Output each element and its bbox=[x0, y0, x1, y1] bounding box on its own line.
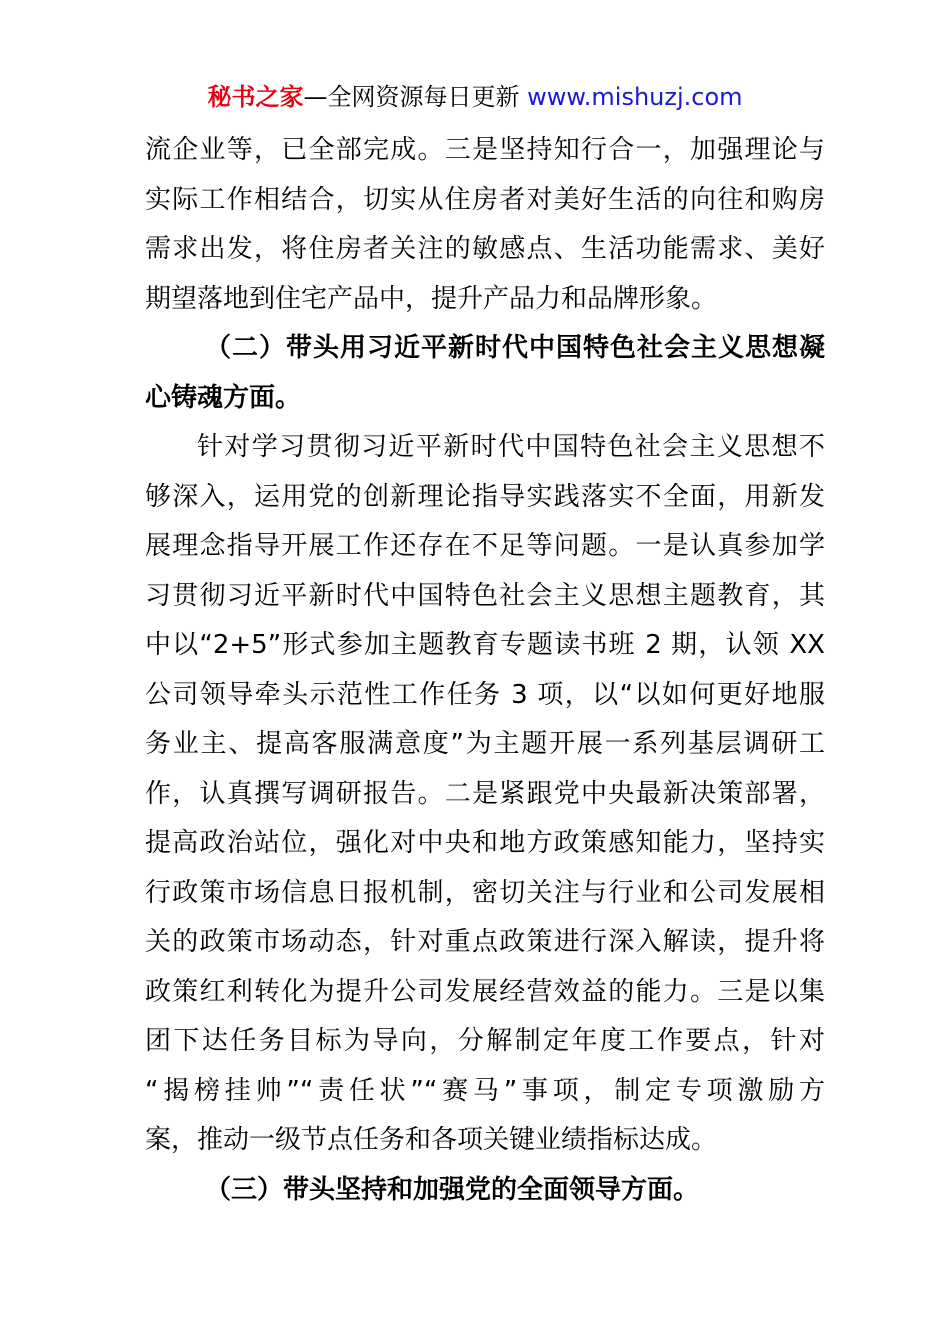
body-line: 团下达任务目标为导向，分解制定年度工作要点，针对 bbox=[145, 1026, 825, 1056]
body-line: 流企业等，已全部完成。三是坚持知行合一，加强理论与 bbox=[145, 135, 825, 165]
body-line: 提高政治站位，强化对中央和地方政策感知能力，坚持实 bbox=[145, 828, 825, 858]
body-line: 中以“2+5”形式参加主题教育专题读书班 2 期，认领 XX bbox=[145, 630, 825, 660]
page-header bbox=[0, 80, 950, 114]
body-line: 公司领导牵头示范性工作任务 3 项，以“以如何更好地服 bbox=[145, 679, 825, 710]
body-line: 关的政策市场动态，针对重点政策进行深入解读，提升将 bbox=[145, 927, 825, 957]
body-line: 期望落地到住宅产品中，提升产品力和品牌形象。 bbox=[145, 283, 718, 314]
section-heading: （二）带头用习近平新时代中国特色社会主义思想凝 bbox=[205, 333, 825, 363]
body-line: 实际工作相结合，切实从住房者对美好生活的向往和购房 bbox=[145, 184, 825, 215]
body-line: 案，推动一级节点任务和各项关键业绩指标达成。 bbox=[145, 1125, 718, 1155]
body-line: 政策红利转化为提升公司发展经营效益的能力。三是以集 bbox=[145, 976, 825, 1007]
body-line: 习贯彻习近平新时代中国特色社会主义思想主题教育，其 bbox=[145, 580, 825, 611]
body-line: 务业主、提高客服满意度”为主题开展一系列基层调研工 bbox=[145, 729, 825, 759]
body-line: 需求出发，将住房者关注的敏感点、生活功能需求、美好 bbox=[145, 234, 825, 264]
body-line: 够深入，运用党的创新理论指导实践落实不全面，用新发 bbox=[145, 481, 825, 512]
body-line: 针对学习贯彻习近平新时代中国特色社会主义思想不 bbox=[197, 432, 825, 462]
body-line: 作，认真撰写调研报告。二是紧跟党中央最新决策部署， bbox=[145, 778, 825, 809]
body-line: “揭榜挂帅”“责任状”“赛马”事项，制定专项激励方 bbox=[145, 1075, 825, 1106]
header-tagline: —全网资源每日更新 bbox=[303, 83, 528, 111]
body-line: 行政策市场信息日报机制，密切关注与行业和公司发展相 bbox=[145, 877, 825, 908]
header-brand: 秘书之家 bbox=[207, 83, 304, 111]
section-heading: （三）带头坚持和加强党的全面领导方面。 bbox=[205, 1174, 700, 1205]
section-heading-continued: 心铸魂方面。 bbox=[145, 382, 302, 413]
header-url-link[interactable]: www.mishuzj.com bbox=[527, 83, 743, 111]
document-body bbox=[145, 126, 825, 1215]
body-line: 展理念指导开展工作还存在不足等问题。一是认真参加学 bbox=[145, 531, 825, 561]
